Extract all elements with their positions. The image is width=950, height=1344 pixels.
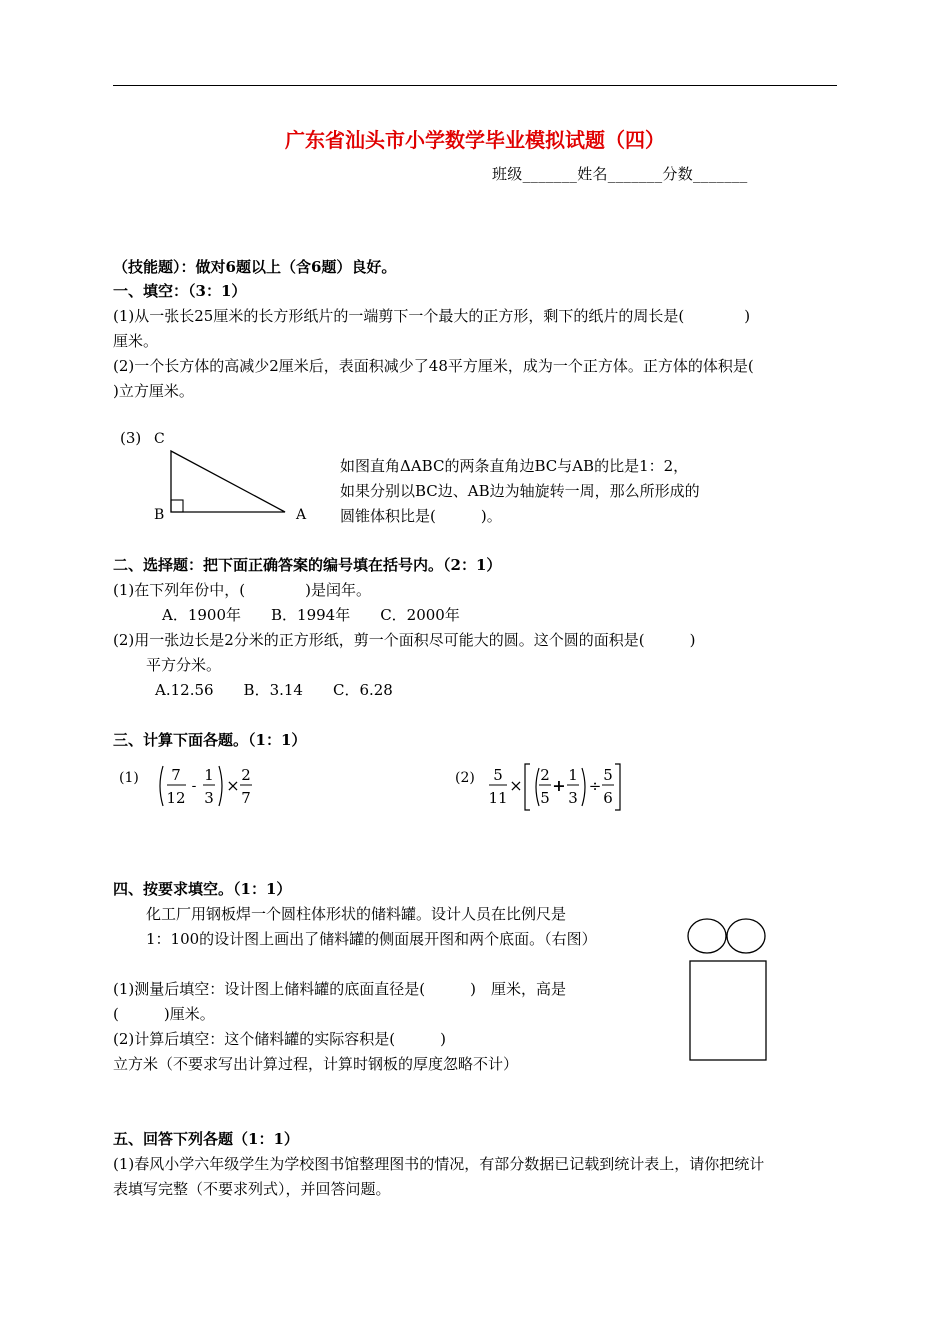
question-1-1: (1)从一张长25厘米的长方形纸片的一端剪下一个最大的正方形，剩下的纸片的周长是( ) bbox=[113, 307, 751, 325]
question-4-2: (2)计算后填空：这个储料罐的实际容积是( ) bbox=[113, 1030, 446, 1048]
right-paren bbox=[219, 766, 222, 806]
question-2-2-options: A.12.56 B．3.14 C．6.28 bbox=[155, 681, 393, 699]
fraction-denominator: 3 bbox=[204, 789, 214, 807]
fraction-denominator: 7 bbox=[241, 789, 251, 807]
top-rule bbox=[113, 85, 837, 86]
left-paren bbox=[160, 766, 163, 806]
expression-2-label: (2) bbox=[455, 770, 475, 786]
vertex-b-label: B bbox=[154, 507, 165, 523]
section-1-heading: 一、填空：（3：1） bbox=[113, 282, 247, 300]
question-1-2: (2)一个长方体的高减少2厘米后，表面积减少了48平方厘米，成为一个正方体。正方体的体积是( bbox=[113, 357, 754, 375]
fraction-numerator: 5 bbox=[493, 766, 503, 784]
triangle-abc bbox=[171, 451, 285, 512]
base-circle-right bbox=[727, 919, 765, 953]
times-sign: × bbox=[509, 776, 523, 795]
question-1-1-cont: 厘米。 bbox=[113, 332, 159, 350]
fraction-denominator: 5 bbox=[540, 789, 550, 807]
expression-2 bbox=[453, 760, 633, 818]
fraction-numerator: 2 bbox=[241, 766, 251, 784]
times-sign: × bbox=[226, 776, 240, 795]
question-2-2: (2)用一张边长是2分米的正方形纸，剪一个面积尽可能大的圆。这个圆的面积是( ) bbox=[113, 631, 696, 649]
fraction-denominator: 3 bbox=[568, 789, 578, 807]
student-info-fields: 班级_______姓名_______分数_______ bbox=[492, 165, 748, 183]
fraction-denominator: 6 bbox=[603, 789, 613, 807]
left-bracket bbox=[525, 764, 530, 810]
section-4-heading: 四、按要求填空。（1：1） bbox=[113, 880, 292, 898]
right-triangle-figure bbox=[140, 425, 340, 530]
lateral-surface-rectangle bbox=[690, 961, 766, 1060]
question-4-1: (1)测量后填空：设计图上储料罐的底面直径是( ) 厘米，高是 bbox=[113, 980, 566, 998]
question-2-1: (1)在下列年份中，( )是闰年。 bbox=[113, 581, 371, 599]
section-4-paragraph-1: 化工厂用钢板焊一个圆柱体形状的储料罐。设计人员在比例尺是 bbox=[146, 905, 567, 923]
question-5-1-cont: 表填写完整（不要求列式），并回答问题。 bbox=[113, 1180, 391, 1198]
section-5-heading: 五、回答下列各题（1：1） bbox=[113, 1130, 299, 1148]
question-1-3-text-2: 如果分别以BC边、AB边为轴旋转一周，那么所形成的 bbox=[340, 482, 700, 500]
fraction-numerator: 1 bbox=[568, 766, 578, 784]
right-bracket bbox=[615, 764, 620, 810]
question-1-3-text-1: 如图直角ΔABC的两条直角边BC与AB的比是1：2， bbox=[340, 457, 689, 475]
fraction-numerator: 7 bbox=[171, 766, 181, 784]
cylinder-net-figure bbox=[686, 915, 772, 1065]
right-angle-marker bbox=[171, 500, 183, 512]
base-circle-left bbox=[688, 919, 726, 953]
plus-sign: + bbox=[552, 776, 566, 795]
question-1-2-cont: )立方厘米。 bbox=[113, 382, 194, 400]
section-2-heading: 二、选择题：把下面正确答案的编号填在括号内。（2：1） bbox=[113, 556, 502, 574]
fraction-numerator: 1 bbox=[204, 766, 214, 784]
vertex-a-label: A bbox=[296, 507, 307, 523]
divide-sign: ÷ bbox=[588, 777, 602, 795]
page-title: 广东省汕头市小学数学毕业模拟试题（四） bbox=[285, 128, 665, 152]
fraction-denominator: 12 bbox=[166, 789, 186, 807]
expression-1-label: (1) bbox=[119, 770, 139, 786]
question-4-1-cont: ( )厘米。 bbox=[113, 1005, 215, 1023]
question-1-3-text-3: 圆锥体积比是( )。 bbox=[340, 507, 502, 525]
fraction-denominator: 11 bbox=[488, 789, 508, 807]
question-1-3-label: (3) bbox=[120, 429, 142, 447]
fraction-numerator: 2 bbox=[540, 766, 550, 784]
intro-note: （技能题）：做对6题以上（含6题）良好。 bbox=[113, 258, 397, 276]
question-2-2-cont: 平方分米。 bbox=[146, 656, 222, 674]
minus-sign: - bbox=[191, 778, 197, 794]
expression-1 bbox=[115, 760, 285, 814]
question-2-1-options: A．1900年 B．1994年 C．2000年 bbox=[162, 606, 460, 624]
right-paren bbox=[582, 768, 585, 806]
left-paren bbox=[536, 768, 539, 806]
section-4-paragraph-2: 1：100的设计图上画出了储料罐的侧面展开图和两个底面。（右图） bbox=[146, 930, 597, 948]
vertex-c-label: C bbox=[154, 431, 165, 447]
question-5-1: (1)春风小学六年级学生为学校图书馆整理图书的情况，有部分数据已记载到统计表上，请你把统计 bbox=[113, 1155, 765, 1173]
section-3-heading: 三、计算下面各题。（1：1） bbox=[113, 731, 307, 749]
fraction-numerator: 5 bbox=[603, 766, 613, 784]
question-4-2-cont: 立方米（不要求写出计算过程，计算时钢板的厚度忽略不计） bbox=[113, 1055, 519, 1073]
